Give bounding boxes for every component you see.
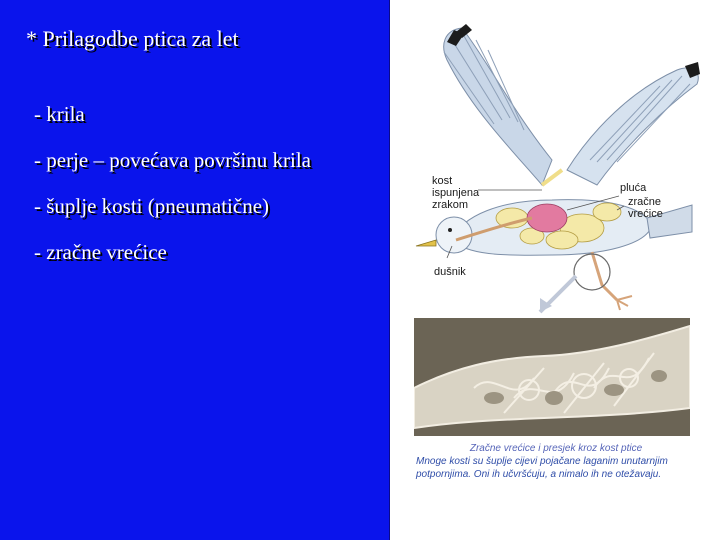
- bullet-item: - perje – povećava površinu krila: [34, 148, 311, 172]
- label-line: zrakom: [432, 199, 469, 211]
- label-air-sacs: [628, 196, 663, 220]
- label-lungs: pluća: [620, 182, 647, 194]
- label-air-filled-bone: [432, 175, 479, 211]
- label-trachea: dušnik: [434, 266, 466, 278]
- bone-cross-section-photo: [414, 318, 690, 436]
- label-line: ispunjena: [432, 187, 480, 199]
- bullet-item: - šuplje kosti (pneumatične): [34, 194, 270, 218]
- figure-caption: [416, 442, 696, 481]
- bullet-item: - zračne vrećice: [34, 240, 167, 264]
- slide-title: * Prilagodbe ptica za let: [26, 26, 239, 51]
- label-line: kost: [432, 175, 453, 187]
- caption-title: Zračne vrećice i presjek kroz kost ptice: [469, 443, 643, 454]
- bird-illustration: [392, 0, 720, 540]
- caption-body: Mnoge kosti su šuplje cijevi pojačane laganim unutarnjim potpornjima. Oni ih učvršćuju, a nimalo ih ne otežavaju.: [416, 456, 668, 480]
- bullet-item: - krila: [34, 102, 85, 126]
- bone-cross-section-drawing: [414, 318, 690, 436]
- bullet-list: [34, 100, 311, 284]
- label-line: vrećice: [628, 208, 663, 220]
- label-line: zračne: [628, 196, 662, 208]
